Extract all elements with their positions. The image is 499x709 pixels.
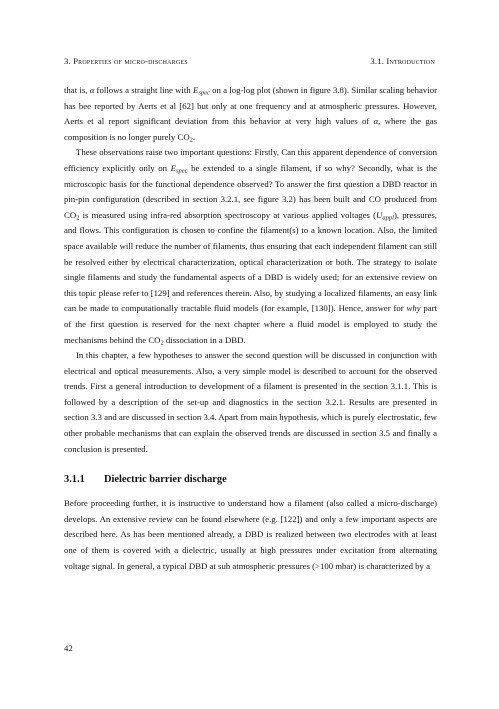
paragraph-3: In this chapter, a few hypotheses to answer the second question will be discussed in conjunction with electrical and optical measurements. Also, a very simple model is described to account for the observed trends. First a general introduction to development of a filament is presented in the section 3.1.1. This is followed by a description of the set-up and diagnostics in the section 3.2.1. Results are presented in section 3.3 and are discussed in section 3.4. Apart from main hypothesis, which is purely electrostatic, few other probable mechanisms that can explain the observed trends are discussed in section 3.5 and finally a conclusion is presented. xyxy=(64,350,437,454)
running-header xyxy=(64,56,435,70)
emphasis-why: why xyxy=(406,303,421,314)
paragraph-2: These observations raise two important questions: Firstly, Can this apparent dependence of conversion efficiency explicitly only on $E_{spec}$ be extended to a single filament, if so why? Secondly, what is the microscopic basis for the functional dependence observed? To answer the first question a DBD reactor in pin-pin configuration (described in section 3.2.1, see figure 3.2) has been built and CO produced from $CO_2$ is measured using infra-red absorption spectroscopy at various applied voltages $(U_{appl})$, pressures, and flows. This configuration is chosen to confine the filament(s) to a known location. Also, the limited space available will reduce the number of filaments, thus ensuring that each independent filament can still be resolved either by electrical characterization, optical characterization or both. The strategy to isolate single filaments and study the fundamental aspects of a DBD is widely used; for an extensive review on this topic please refer to [129] and references therein. Also, by studying a localized filaments, an easy link can be made to computationally tractable fluid models (for example, [130]). Hence, answer for why part of the first question is reserved for the next chapter where a fluid model is employed to study the mechanisms behind the $CO_2$ dissociation in a DBD. xyxy=(64,147,438,347)
alpha-symbol: α xyxy=(373,116,379,127)
section-title: Dielectric barrier discharge xyxy=(104,474,227,486)
section-number: 3.1.1 xyxy=(64,474,85,486)
paragraph-1: that is, α follows a straight line with $E_{spec}$ on a log-log plot (shown in figure 3.8). Similar scaling behavior has bee reported by Aerts et al [62] but only at one frequency and at atmospheric pressures. However, Aerts et al report significant deviation from this behavior at very high values of α, where the gas composition is no longer purely $CO_2$. xyxy=(64,85,438,144)
section-heading xyxy=(64,473,437,487)
e-spec-symbol: $E_{spec}$ xyxy=(192,85,210,97)
header-section-title: 3.1. Introduction xyxy=(370,56,435,66)
alpha-symbol: α xyxy=(89,85,95,95)
header-chapter-title: 3. Properties of micro-discharges xyxy=(64,56,188,66)
paragraph-4: Before proceeding further, it is instructive to understand how a filament (also called a micro-discharge) develops. An extensive review can be found elsewhere (e.g. [122]) and only a few important aspects are described here. As has been mentioned already, a DBD is realized between two electrodes with at least one of them is covered with a dielectric, usually at high pressures under excitation from alternating voltage signal. In general, a typical DBD at sub atmospheric pressures (>100 mbar) is characterized by a xyxy=(64,498,437,571)
body-text xyxy=(64,83,437,574)
u-appl-symbol: $U_{appl}$ xyxy=(376,209,394,222)
page-number: 42 xyxy=(64,643,73,653)
e-spec-symbol: $E_{spec}$ xyxy=(170,162,188,175)
